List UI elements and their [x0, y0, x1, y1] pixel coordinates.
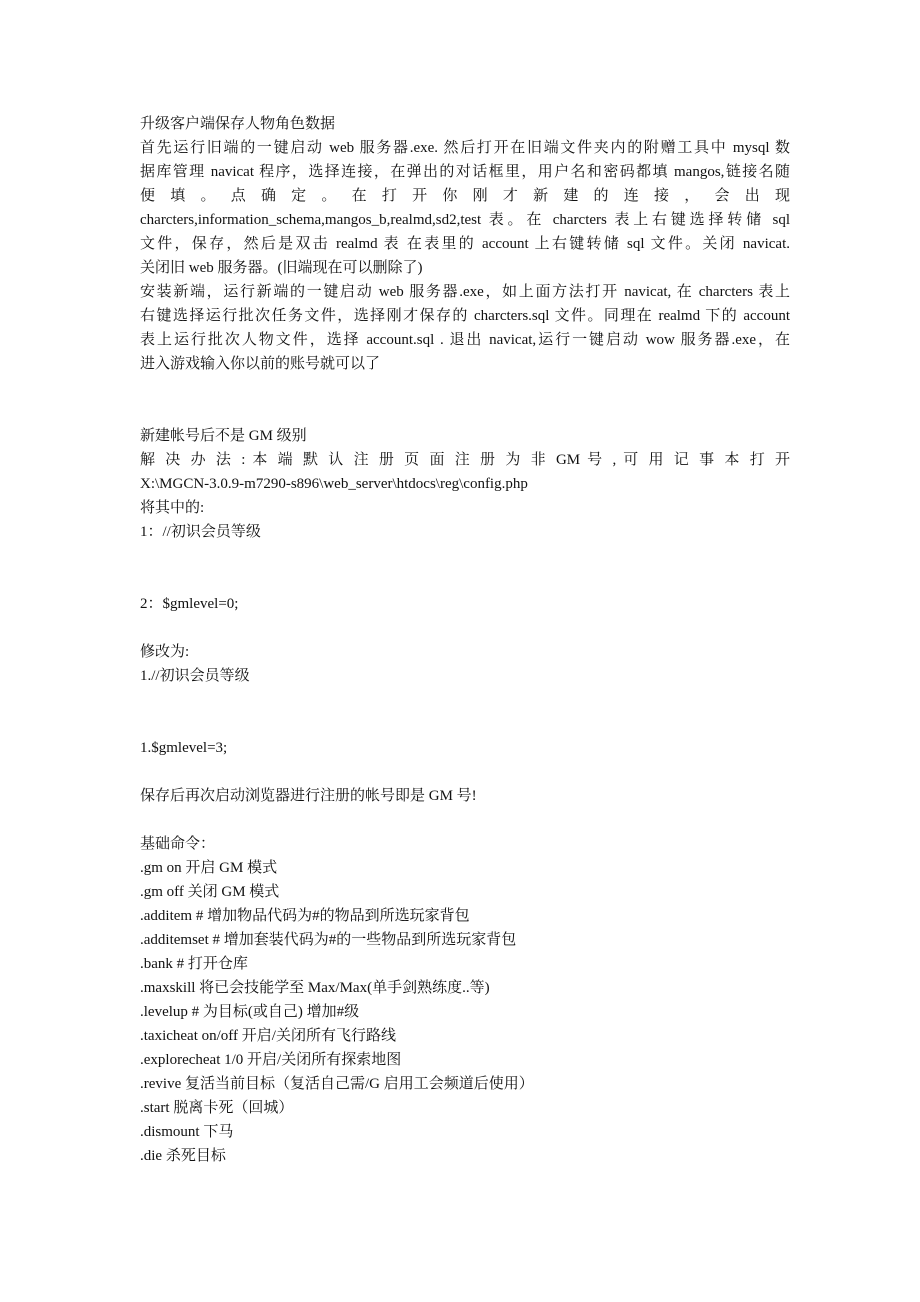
- document-page: [140, 112, 790, 1168]
- command-item: .revive 复活当前目标（复活自己需/G 启用工会频道后使用）: [140, 1076, 534, 1092]
- command-item: .dismount 下马: [140, 1124, 234, 1140]
- command-item: .taxicheat on/off 开启/关闭所有飞行路线: [140, 1028, 396, 1044]
- spacer: [140, 544, 790, 592]
- paragraph-line: 右键选择运行批次任务文件，选择刚才保存的 charcters.sql 文件。同理在 realmd 下的 account: [140, 308, 790, 324]
- paragraph-line: 安装新端，运行新端的一键启动 web 服务器.exe，如上面方法打开 navicat, 在 charcters 表上: [140, 284, 790, 300]
- command-item: .maxskill 将已会技能学至 Max/Max(单手剑熟练度..等): [140, 980, 490, 996]
- paragraph-line: 首先运行旧端的一键启动 web 服务器.exe. 然后打开在旧端文件夹内的附赠工具中 mysql 数: [140, 140, 790, 156]
- take-from-label: 将其中的:: [140, 500, 205, 516]
- command-item: .levelup # 为目标(或自己) 增加#级: [140, 1004, 360, 1020]
- spacer: [140, 760, 790, 784]
- paragraph-line: charcters,information_schema,mangos_b,realmd,sd2,test 表。在 charcters 表上右键选择转储 sql: [140, 212, 790, 228]
- command-item: .start 脱离卡死（回城）: [140, 1100, 294, 1116]
- command-item: .die 杀死目标: [140, 1148, 226, 1164]
- paragraph-line: 据库管理 navicat 程序，选择连接，在弹出的对话框里，用户名和密码都填 mangos,链接名随: [140, 164, 790, 180]
- orig-code: 2：$gmlevel=0;: [140, 596, 239, 612]
- after-save-note: 保存后再次启动浏览器进行注册的帐号即是 GM 号!: [140, 788, 477, 804]
- command-item: .explorecheat 1/0 开启/关闭所有探索地图: [140, 1052, 402, 1068]
- section-title-upgrade: 升级客户端保存人物角色数据: [140, 116, 336, 132]
- spacer: [140, 616, 790, 640]
- paragraph-line: 关闭旧 web 服务器。(旧端现在可以删除了): [140, 260, 423, 276]
- new-code: 1.$gmlevel=3;: [140, 740, 228, 756]
- command-item: .gm on 开启 GM 模式: [140, 860, 278, 876]
- command-item: .additem # 增加物品代码为#的物品到所选玩家背包: [140, 908, 470, 924]
- section-title-commands: 基础命令：: [140, 836, 216, 852]
- paragraph-line: 文件，保存，然后是双击 realmd 表 在表里的 account 上右键转储 sql 文件。关闭 navicat.: [140, 236, 790, 252]
- command-item: .additemset # 增加套装代码为#的一些物品到所选玩家背包: [140, 932, 517, 948]
- spacer: [140, 376, 790, 424]
- spacer: [140, 688, 790, 736]
- paragraph-line: 表上运行批次人物文件，选择 account.sql . 退出 navicat,运行一键启动 wow 服务器.exe，在: [140, 332, 790, 348]
- config-path: X:\MGCN-3.0.9-m7290-s896\web_server\htdocs\reg\config.php: [140, 476, 528, 492]
- orig-comment: 1：//初识会员等级: [140, 524, 261, 540]
- spacer: [140, 808, 790, 832]
- new-comment: 1.//初识会员等级: [140, 668, 250, 684]
- command-item: .bank # 打开仓库: [140, 956, 248, 972]
- command-item: .gm off 关闭 GM 模式: [140, 884, 280, 900]
- section-title-gm: 新建帐号后不是 GM 级别: [140, 428, 307, 444]
- solution-line: 解 决 办 法 : 本 端 默 认 注 册 页 面 注 册 为 非 GM 号 , 可 用 记 事 本 打 开: [140, 452, 790, 468]
- paragraph-line: 便 填 。 点 确 定 。 在 打 开 你 刚 才 新 建 的 连 接 ， 会 出 现: [140, 188, 790, 204]
- change-to-label: 修改为:: [140, 644, 190, 660]
- paragraph-line: 进入游戏输入你以前的账号就可以了: [140, 356, 381, 372]
